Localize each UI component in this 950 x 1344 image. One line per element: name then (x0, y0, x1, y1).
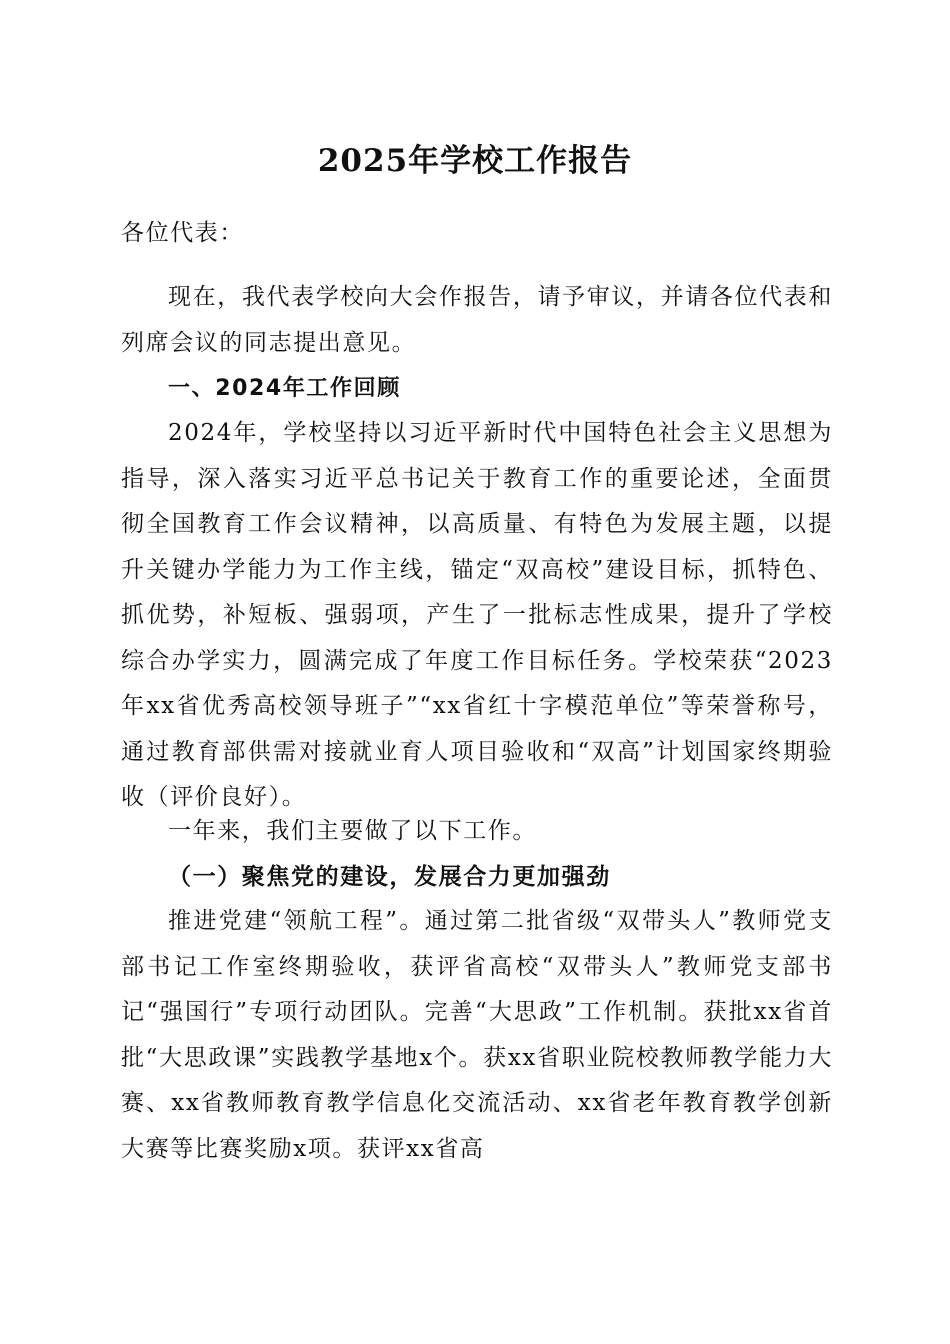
intro-paragraph: 现在，我代表学校向大会作报告，请予审议，并请各位代表和列席会议的同志提出意见。 (121, 284, 833, 356)
section-heading: 一、2024年工作回顾 (168, 376, 401, 401)
section-body-paragraph: 2024年，学校坚持以习近平新时代中国特色社会主义思想为指导，深入落实习近平总书记关于教育工作的重要论述，全面贯彻全国教育工作会议精神，以高质量、有特色为发展主题，以提升关键办学能力为工作主线，锚定“双高校”建设目标，抓特色、抓优势，补短板、强弱项，产生了一批标志性成果，提升了学校综合办学实力，圆满完成了年度工作目标任务。学校荣获“2023年xx省优秀高校领导班子”“xx省红十字模范单位”等荣誉称号，通过教育部供需对接就业育人项目验收和“双高”计划国家终期验收（评价良好）。 (121, 420, 833, 810)
subsection-body-paragraph: 推进党建“领航工程”。通过第二批省级“双带头人”教师党支部书记工作室终期验收，获评省高校“双带头人”教师党支部书记“强国行”专项行动团队。完善“大思政”工作机制。获批xx省首批“大思政课”实践教学基地x个。获xx省职业院校教师教学能力大赛、xx省教师教育教学信息化交流活动、xx省老年教育教学创新大赛等比赛奖励x项。获评xx省高 (121, 908, 833, 1162)
document-title: 2025年学校工作报告 (317, 143, 633, 179)
salutation: 各位代表： (121, 220, 244, 246)
summary-line: 一年来，我们主要做了以下工作。 (168, 818, 537, 844)
subsection-heading: （一）聚焦党的建设，发展合力更加强劲 (168, 863, 611, 890)
